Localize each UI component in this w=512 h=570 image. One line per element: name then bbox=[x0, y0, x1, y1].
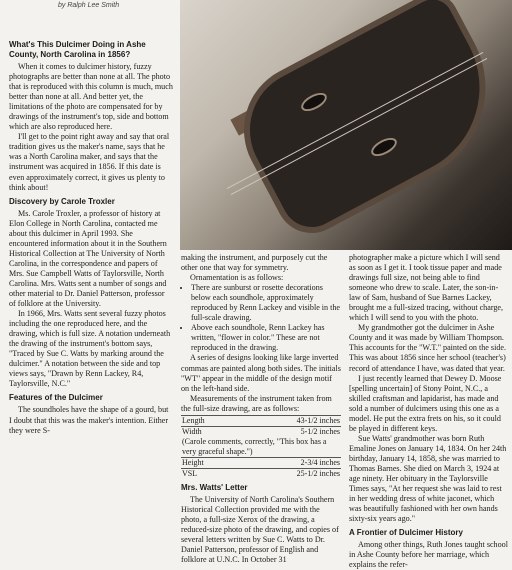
table-row bbox=[181, 457, 341, 468]
list-item: • Above each soundhole, Renn Lackey has written, "flower in color." These are not reproduced in the drawing. bbox=[191, 323, 341, 353]
dulcimer-photo bbox=[180, 0, 512, 250]
paragraph: In 1966, Mrs. Watts sent several fuzzy photos including the one reproduced here, and the drawing, which is full size. A notation underneath the drawing of the instrument's bottom says, "Traced by Sue C. Watts by marking around the dulcimer." A notation between the side and top views says, "Drawn by Renn Lackey, R4, Taylorsville, N.C." bbox=[9, 309, 171, 389]
measure-label: Width bbox=[181, 426, 237, 437]
paragraph: When it comes to dulcimer history, fuzzy photographs are better than none at all. The photo that is reproduced with this column is much, much better than none at all. And better yet, the limitations of the photo are compensated for by drawings of the instrument's top, side and bottom which are also reproduced here. bbox=[9, 62, 173, 132]
measure-value: 25-1/2 inches bbox=[237, 468, 341, 479]
section-heading: Discovery by Carole Troxler bbox=[9, 196, 115, 206]
column-3 bbox=[349, 253, 508, 570]
measure-value: 2-3/4 inches bbox=[237, 457, 341, 468]
paragraph: I'll get to the point right away and say that oral tradition gives us the maker's name, says that he was a North Carolina maker, and says that the instrument was acquired in 1856. If this date is even approximately correct, it gives us plenty to think about! bbox=[9, 132, 170, 192]
paragraph: A series of designs looking like large inverted commas are painted along both sides. The initials "WT" appear in the middle of the design motif on the left-hand side. bbox=[181, 353, 341, 393]
paragraph: Ornamentation is as follows: bbox=[190, 273, 284, 283]
column-2 bbox=[181, 253, 341, 565]
ornament-list bbox=[181, 283, 341, 353]
byline: by Ralph Lee Smith bbox=[58, 2, 120, 9]
paragraph: Measurements of the instrument taken from the full-size drawing, are as follows: bbox=[181, 393, 332, 413]
paragraph: Sue Watts' grandmother was born Ruth Emaline Jones on January 14, 1834. On her 24th birthday, January 14, 1858, she was married to Thomas Barnes. She died on March 3, 1924 at age ninety. Her obituary in the Taylorsville Times says, "At her request she was laid to rest in her wedding dress of white jaconet, which was beautifully fashioned with her own hands sixty-six years ago." bbox=[349, 433, 507, 524]
paragraph: photographer make a picture which I will send as soon as I get it. I took tissue paper and made drawings full size, not being able to find someone who drew to scale. Later, the son-in-law of Sam, husband of Sue Barnes Lackey, brought me a full-sized tracing, without charge, which I will send to you with the photo. bbox=[349, 253, 504, 323]
paragraph: Among other things, Ruth Jones taught school in Ashe County before her marriage, which explains the refer- bbox=[349, 540, 508, 570]
section-heading: What's This Dulcimer Doing in Ashe County, North Carolina in 1856? bbox=[9, 40, 146, 59]
table-row bbox=[181, 437, 341, 458]
measure-label: Length bbox=[181, 415, 237, 426]
measure-label: VSL bbox=[181, 468, 237, 479]
list-item: • There are sunburst or rosette decorations below each soundhole, approximately reproduced by Renn Lackey and visible in the full-scale drawing. bbox=[191, 283, 341, 323]
paragraph: The soundholes have the shape of a gourd, but I doubt that this was the maker's intention. Either they were S- bbox=[9, 405, 169, 435]
measure-value: 5-1/2 inches bbox=[237, 426, 341, 437]
paragraph: making the instrument, and purposely cut the other one that way for symmetry. bbox=[181, 253, 328, 273]
section-heading: Features of the Dulcimer bbox=[9, 393, 103, 403]
section-heading: A Frontier of Dulcimer History bbox=[349, 528, 463, 538]
measure-label: Height bbox=[181, 457, 237, 468]
table-row bbox=[181, 468, 341, 479]
paragraph: The University of North Carolina's Southern Historical Collection provided me with the photo, a full-size Xerox of the drawing, a reduced-size photo of the drawing, and copies of several letters written by Sue C. Watts to Dr. Daniel Patterson, professor of English and folklore at U.N.C. In October 31 bbox=[181, 494, 339, 565]
paragraph: Ms. Carole Troxler, a professor of history at Elon College in North Carolina, contacted me about this dulcimer in April 1993. She encountered information about it in the Southern Historical Collection at The University of North Carolina, in the correspondence and papers of Mrs. Sue Campbell Watts of Taylorsville, North Carolina. Mrs. Watts sent a number of songs and other material to Dr. Daniel Patterson, professor of folklore at the University. bbox=[9, 208, 167, 309]
section-heading: Mrs. Watts' Letter bbox=[181, 482, 248, 492]
measure-note: (Carole comments, correctly, "This box has a very graceful shape.") bbox=[182, 436, 327, 456]
paragraph: I just recently learned that Dewey D. Moose [spelling uncertain] of Stony Point, N.C., a skilled craftsman and lapidarist, has made and sold a number of dulcimers using this one as a model. He put the extra frets on his, so it could be played in different keys. bbox=[349, 373, 502, 433]
measurements-table bbox=[181, 415, 341, 479]
paragraph: My grandmother got the dulcimer in Ashe County and it was made by William Thompson. This accounts for the "W.T." painted on the side. This was about 1856 since her school (teacher's) record of attendance I have, was dated that year. bbox=[349, 323, 506, 373]
column-1 bbox=[9, 36, 173, 436]
table-row bbox=[181, 426, 341, 437]
table-row bbox=[181, 415, 341, 426]
measure-value: 43-1/2 inches bbox=[237, 415, 341, 426]
